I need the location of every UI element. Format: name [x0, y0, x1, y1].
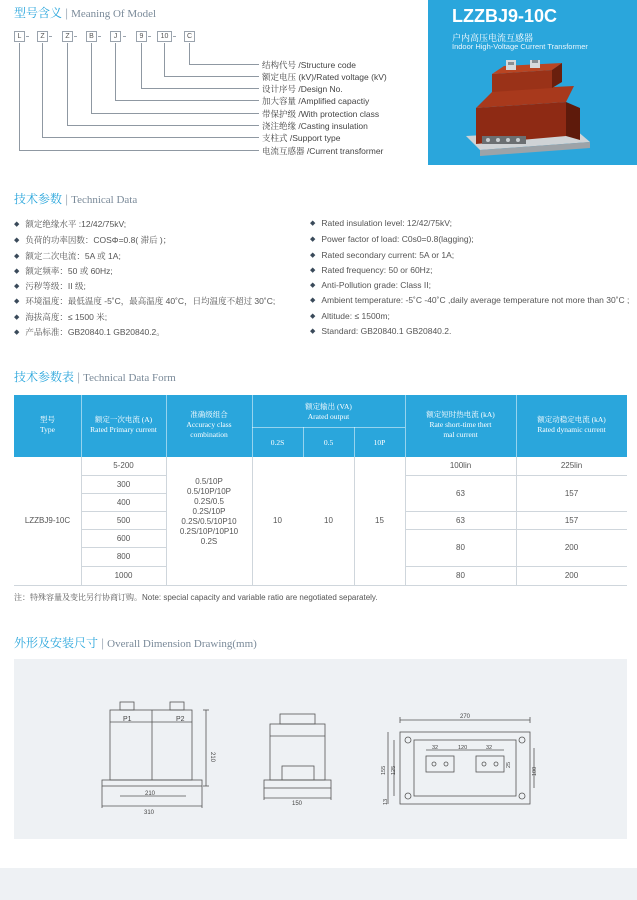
primary-current-cell: 600: [116, 534, 131, 543]
spec-cn: ◆ 海拔高度：≤ 1500 米;: [14, 311, 107, 323]
th-dynamic: 额定动稳定电流 (kA) Rated dynamic current: [537, 415, 606, 434]
product-photo: [448, 60, 608, 165]
spec-en: ◆ Rated frequency: 50 or 60Hz;: [310, 265, 432, 275]
top-width-dim: 270: [460, 714, 471, 720]
tech-data-title-en: Technical Data: [71, 194, 138, 206]
dynamic-cell: 225lin: [560, 461, 583, 470]
primary-current-cell: 500: [116, 516, 131, 525]
top-height-dim-5: 13: [383, 798, 389, 805]
short-time-cell: 80: [456, 543, 465, 552]
side-view-drawing: [260, 710, 340, 810]
top-height-dim-2: 125: [391, 765, 397, 775]
front-p2-label: P2: [176, 716, 185, 723]
model-meaning-title-cn: 型号含义: [14, 6, 63, 20]
spec-en: ◆ Standard: GB20840.1 GB20840.2.: [310, 326, 451, 336]
code-box: C: [184, 31, 195, 42]
spec-cn: ◆ 负荷的功率因数：COSΦ=0.8( 滞后 )；: [14, 234, 171, 246]
model-label: 浇注绝缘 /Casting insulation: [262, 121, 368, 131]
th-output-02s: 0.2S: [270, 438, 285, 447]
data-form-title: 技术参数表 | Technical Data Form: [14, 370, 176, 384]
top-height-dim-4: 100: [532, 766, 538, 776]
spec-en: ◆ Rated insulation level: 12/42/75kV;: [310, 218, 452, 228]
code-box: 10: [157, 31, 172, 42]
front-width-dim-1: 210: [145, 791, 156, 797]
front-view-drawing: [90, 700, 225, 815]
tech-data-title: 技术参数 | Technical Data: [14, 192, 138, 206]
dimension-title: 外形及安装尺寸 | Overall Dimension Drawing(mm): [14, 636, 257, 650]
code-box: Z: [62, 31, 73, 42]
code-box: B: [86, 31, 97, 42]
top-dim-2: 120: [458, 745, 468, 751]
spec-en: ◆ Power factor of load: C0s0=0.8(lagging);: [310, 234, 474, 244]
th-output-10p: 10P: [373, 438, 386, 447]
th-type: 型号 Type: [40, 415, 55, 434]
model-label: 设计序号 /Design No.: [262, 84, 343, 94]
spec-en: ◆ Anti-Pollution grade: Class II;: [310, 280, 431, 290]
table-model-cell: LZZBJ9-10C: [24, 516, 71, 525]
front-width-dim-2: 310: [144, 810, 155, 815]
product-model: LZZBJ9-10C: [452, 6, 558, 26]
spec-en: ◆ Ambient temperature: -5˚C -40˚C ,daily average temperature not more than 30˚C ;: [310, 295, 629, 305]
spec-cn: ◆ 额定二次电流：5A 或 1A;: [14, 250, 121, 262]
th-output-05: 0.5: [323, 438, 334, 447]
primary-current-cell: 300: [116, 480, 131, 489]
output-10p-cell: 15: [375, 516, 384, 525]
model-label: 额定电压 (kV)/Rated voltage (kV): [262, 72, 387, 82]
output-02s-cell: 10: [273, 516, 282, 525]
short-time-cell: 63: [456, 516, 465, 525]
data-form-title-cn: 技术参数表: [14, 370, 75, 384]
short-time-cell: 100lin: [449, 461, 472, 470]
top-height-dim-3: 25: [506, 761, 512, 768]
spec-en: ◆ Altitude: ≤ 1500m;: [310, 311, 390, 321]
dimension-title-en: Overall Dimension Drawing(mm): [107, 638, 257, 650]
dynamic-cell: 200: [564, 571, 579, 580]
model-meaning-title-en: Meaning Of Model: [71, 8, 157, 20]
th-accuracy: 准确级组合 Accuracy class combination: [186, 410, 232, 439]
dimension-title-cn: 外形及安装尺寸: [14, 636, 99, 650]
output-05-cell: 10: [324, 516, 333, 525]
product-name-cn: 户内高压电流互感器: [452, 33, 534, 43]
dynamic-cell: 157: [564, 516, 579, 525]
model-meaning-title: 型号含义 | Meaning Of Model: [14, 6, 157, 20]
spec-cn: ◆ 污秽等级：II 级;: [14, 280, 86, 292]
th-primary: 额定一次电流 (A) Rated Primary current: [90, 415, 157, 434]
model-label: 带保护级 /With protection class: [262, 109, 380, 119]
code-box: J: [110, 31, 121, 42]
short-time-cell: 63: [456, 489, 465, 498]
model-label: 加大容量 /Amplified capactiy: [262, 96, 370, 106]
primary-current-cell: 5-200: [113, 461, 134, 470]
front-height-dim: 210: [209, 752, 215, 763]
model-label: 支柱式 /Support type: [262, 133, 341, 143]
mounting-view-drawing: [380, 712, 540, 812]
spec-en: ◆ Rated secondary current: 5A or 1A;: [310, 250, 454, 260]
dynamic-cell: 200: [564, 543, 579, 552]
model-label: 电流互感器 /Current transformer: [262, 146, 384, 156]
product-name-en: Indoor High-Voltage Current Transformer: [452, 42, 588, 51]
short-time-cell: 80: [456, 571, 465, 580]
data-form-title-en: Technical Data Form: [83, 372, 176, 384]
spec-cn: ◆ 额定绝缘水平 :12/42/75kV;: [14, 218, 126, 230]
front-p1-label: P1: [123, 716, 132, 723]
primary-current-cell: 800: [116, 552, 131, 561]
code-box: Z: [37, 31, 48, 42]
dynamic-cell: 157: [564, 489, 579, 498]
spec-cn: ◆ 环境温度：最低温度 -5˚C，最高温度 40˚C，日均温度不超过 30˚C;: [14, 295, 275, 307]
code-box: L: [14, 31, 25, 42]
page-footer: [0, 868, 637, 900]
code-box: 9: [136, 31, 147, 42]
tech-data-title-cn: 技术参数: [14, 192, 63, 206]
top-dim-1: 32: [432, 745, 439, 751]
top-dim-3: 32: [486, 745, 493, 751]
th-output: 额定输出 (VA) Arated output: [305, 402, 352, 421]
spec-cn: ◆ 产品标准：GB20840.1 GB20840.2。: [14, 326, 165, 338]
top-height-dim-1: 155: [381, 765, 387, 775]
table-note: 注：特殊容量及变比另行协商订购。Note: special capacity and variable ratio are negotiated separately.: [14, 593, 378, 602]
spec-cn: ◆ 额定频率：50 或 60Hz;: [14, 265, 113, 277]
accuracy-combination-cell: 0.5/10P 0.5/10P/10P 0.2S/0.5 0.2S/10P 0.2S/0.5/10P10 0.2S/10P/10P10 0.2S: [179, 477, 239, 546]
primary-current-cell: 400: [116, 498, 131, 507]
primary-current-cell: 1000: [114, 571, 133, 580]
th-short-time: 额定短时热电流 (kA) Rate short-time thert mal current: [426, 410, 495, 439]
product-panel: [428, 0, 637, 165]
model-label: 结构代号 /Structure code: [262, 60, 357, 70]
side-width-dim: 150: [292, 801, 303, 807]
